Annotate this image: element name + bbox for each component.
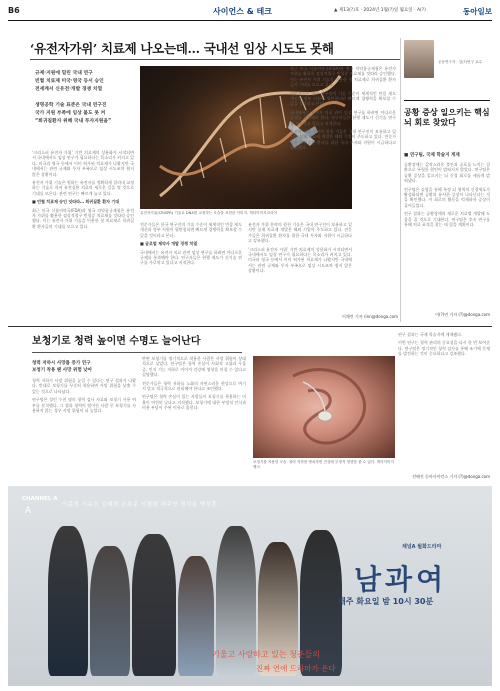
paragraph: 반면 보청기를 정기적으로 착용한 사람은 사망 위험이 상대적으로 낮았다. 연구팀은 청력 손실이 사회적 고립과 우울증, 인지 기능 저하로 이어져 건강에 영향을 미칠 수 있다고 설명했다.	[142, 356, 246, 378]
column-headline: 공황 증상 일으키는 핵심 뇌 회로 찾았다	[404, 107, 490, 127]
subhead-line: 생명공학 기술 표준은 국내 연구진	[35, 103, 107, 108]
story2-body-col3	[398, 332, 490, 472]
paragraph: 유전자 가위 분야의 원천 기술은 국내 연구진이 보유하고 있지만 실제 치료제 개발은 해외 기업이 주도하고 있다. 전문가들은 희귀질환 환자를 위한 국내 투자와 지원이 시급하다고 강조했다.	[248, 222, 352, 244]
dna-photo-caption: 유전자가위(CRISPR) 기술로 DNA를 교정하는 모습을 표현한 이미지. 게티이미지코리아	[140, 211, 278, 215]
subhead-line: 규제·지원에 밀린 국내 연구	[35, 71, 93, 76]
paragraph: 연구팀은 청력 손실이 있는 사람들이 보청기를 착용하는 비율이 여전히 낮다고 지적했다. 보청기에 대한 부정적 인식과 비용 부담이 주된 이유로 꼽힌다.	[142, 394, 246, 411]
cast-figure	[90, 546, 130, 676]
column-body	[404, 162, 490, 310]
drama-advertisement	[8, 486, 492, 686]
subhead-line: “희귀질환자 위해 국내 투자지원을”	[35, 119, 112, 124]
paragraph: 최근 미국 식품의약국(FDA)과 영국 의약품규제청은 유전자 가위를 활용한 겸상적혈구 빈혈증 치료제를 잇따라 승인했다. 이는 유전자 가위 기술을 이용한 첫 치료제로 희귀질환 환자들의 기대를 모으고 있다.	[290, 66, 396, 88]
headline-rule	[32, 352, 242, 353]
channel-logo: CHANNEL A	[22, 496, 58, 502]
story2-body-col2	[142, 356, 246, 478]
issue-info: ▲ 제13(?)호 · 2024년 1월(?)일 월요일 · A(?)	[334, 8, 426, 13]
broadcast-schedule: 매주 화요일 밤 10시 30분	[338, 597, 434, 606]
drama-subtitle: 채널A 월화드라마	[402, 544, 442, 550]
subhead-line: 보청기 착용 땐 사망 위험 낮아	[32, 368, 92, 373]
paragraph: 연구 결과는 공황장애의 새로운 치료법 개발에 도움을 줄 것으로 기대된다. 연구팀은 후속 연구를 통해 치료 표적을 찾는 데 힘쓸 계획이다.	[404, 211, 490, 228]
headline-rule	[30, 59, 400, 60]
story1-subheads	[35, 70, 135, 126]
story2-byline: 전혜진 동아사이언스 기자 (?)@donga.com	[412, 474, 490, 479]
cast-figure	[48, 526, 88, 676]
story1-byline: 이채린 기자 rinn@donga.com	[341, 314, 398, 319]
subhead-line: 청력 저하시 사망률 증가 연구	[32, 361, 91, 366]
paragraph: ‘크리스퍼 유전자 가위’ 기반 치료제의 상용화가 시작되면서 국내에서도 임상 연구가 필요하다는 목소리가 커지고 있다. 미국과 영국 등에서 이미 허가된 치료제가 나왔지만 국내에서는 관련 규제와 투자 부족으로 임상 시도조차 쉽지 않은 상황이다.	[32, 150, 134, 177]
paragraph: 국내에서는 유전자 치료 관련 임상 연구를 하려면 까다로운 규제를 통과해야 한다. 연구자들은 현행 제도가 신기술 연구를 가로막고 있다고 지적한다.	[140, 249, 242, 266]
inline-subhead: ■ 빈혈 치료제 승인 잇따라… 희귀질환 환자 기대	[32, 199, 120, 205]
inline-subhead: ■ 글로벌 제약사 개발 경쟁 치열	[140, 241, 198, 247]
paragraph: ‘크리스퍼 유전자 가위’ 기반 치료제의 상용화가 시작되면서 국내에서도 임상 연구가 필요하다는 목소리가 커지고 있다. 미국과 영국 등에서 이미 허가된 치료제가 나왔지만 국내에서는 관련 규제와 투자 부족으로 임상 시도조차 쉽지 않은 상황이다.	[248, 246, 352, 274]
story1-headline: ‘유전자가위’ 치료제 나오는데… 국내선 임상 시도도 못해	[30, 41, 334, 56]
paragraph: 전문가들은 한국 연구진의 기술 수준이 세계적인 만큼 제도 개선과 정부 지원이 뒷받침되면 빠르게 경쟁력을 확보할 수 있을 것이라고 본다.	[290, 90, 396, 107]
paragraph: 연구팀은 성인 수천 명의 청력 검사 자료와 보청기 사용 여부를 분석했다. 그 결과 청력이 떨어진 사람 중 보청기를 사용하지 않는 경우 사망 위험이 더 높았다.	[32, 397, 136, 414]
paragraph: 전문가들은 한국 연구진의 기술 수준이 세계적인 만큼 제도 개선과 정부 지원이 뒷받침되면 빠르게 경쟁력을 확보할 수 있을 것이라고 본다.	[140, 222, 242, 238]
subhead-line: 빈혈 치료제 미국·영국 등서 승인	[35, 79, 104, 84]
paragraph: 청력 저하가 사망 위험을 높일 수 있다는 연구 결과가 나왔다. 반대로 보청기를 꾸준히 착용하면 사망 위험을 낮출 수 있는 것으로 나타났다.	[32, 378, 136, 394]
drama-title: 남과여	[354, 563, 448, 596]
ear-illustration	[253, 356, 395, 458]
paragraph: 이번 연구는 청력 관리의 중요성을 다시 한 번 보여준다. 연구팀은 정기적인 청력 검사를 통해 조기에 문제를 발견하는 것이 중요하다고 강조했다.	[398, 340, 490, 357]
paragraph: 최근 미국 식품의약국(FDA)과 영국 의약품규제청은 유전자 가위를 활용한 겸상적혈구 빈혈증 치료제를 잇따라 승인했다. 이는 유전자 가위 기술을 이용한 첫 치료제로 희귀질환 환자들의 기대를 모으고 있다.	[32, 207, 134, 229]
page-number: B6	[8, 6, 20, 15]
column-subhead: ■ 연구팀, 국제 학술지 게재	[404, 153, 460, 158]
ad-tagline-2: 진짜 연애 드라마가 온다	[256, 664, 336, 673]
paragraph: 전문가들은 청력 저하를 노화의 자연스러운 현상으로 여기지 말고 적극적으로 관리해야 한다고 조언했다.	[142, 380, 246, 392]
paragraph: 연구팀은 실험을 통해 특정 뇌 영역의 신경세포가 활성화되면 공황과 유사한 증상이 나타난다는 것을 확인했다. 이 회로의 활동을 억제하자 증상이 줄어들었다.	[404, 186, 490, 208]
section-rule	[8, 326, 492, 327]
column-reporter: 이(?)연 기자 (?)@donga.com	[435, 312, 490, 317]
columnist-photo	[404, 40, 434, 78]
cast-figure	[132, 534, 176, 676]
cast-figure	[178, 556, 214, 676]
paragraph: 연구 결과는 국제 학술지에 게재됐다.	[398, 332, 463, 337]
masthead	[8, 6, 492, 21]
subhead-line: 국가 지원 부족에 임상 불도 못 켜	[35, 111, 106, 116]
ear-photo-caption: 보청기를 착용한 모습. 청력 저하를 방치하면 건강에 부정적 영향을 줄 수 있다. 게티이미지뱅크	[253, 460, 394, 469]
paragraph: 공황장애는 갑작스러운 불안과 공포를 느끼는 질환으로 뚜렷한 원인이 밝혀지지 않았다. 연구팀은 공황 증상을 일으키는 뇌 신경 회로를 새롭게 밝혀냈다.	[404, 162, 490, 184]
story2-subheads	[32, 360, 132, 374]
subhead-line: 전세계서 신유전·개발 경쟁 치열	[35, 87, 103, 92]
paragraph: 유전자 가위 기술은 원하는 유전자를 정확하게 잘라내 교정하는 기술로 희귀 유전질환 치료의 새로운 길을 열 것으로 기대를 모은다. 관련 연구는 빠르게 늘고 있다.	[32, 180, 134, 196]
channel-mark: A	[25, 506, 32, 516]
story1-body-col2	[140, 222, 242, 322]
story2-headline: 보청기로 청력 높이면 수명도 늘어난다	[32, 336, 201, 347]
portrait-caption: 공동연구자 · 김(?)연구 교수	[438, 60, 482, 64]
paragraph: 국내에서는 유전자 치료 관련 임상 연구를 하려면 까다로운 규제를 통과해야 한다. 연구자들은 현행 제도가 신기술 연구를 가로막고 있다고 지적한다.	[290, 109, 396, 126]
ad-tagline: 기울고 사랑하고 있는 청춘들의	[212, 650, 321, 659]
story1-body-col1	[32, 150, 134, 322]
paper-logo: 동아일보	[463, 7, 492, 16]
hearing-aid-photo	[253, 356, 395, 458]
story1-body-col4	[290, 66, 396, 266]
cast-list: 이종혁 이유진 김태희 손호준 이철희 차주영 정석용 박성훈	[62, 502, 218, 508]
section-title: 사이언스 & 테크	[213, 7, 272, 16]
paragraph: 유전자 가위 분야의 원천 기술은 국내 연구진이 보유하고 있지만 실제 치료제 개발은 해외 기업이 주도하고 있다. 전문가들은 희귀질환 환자를 위한 국내 투자와 지원이 시급하다고 강조했다.	[290, 129, 396, 151]
story2-body-col1	[32, 378, 136, 478]
column-divider	[400, 38, 401, 322]
column-rule	[404, 100, 490, 101]
